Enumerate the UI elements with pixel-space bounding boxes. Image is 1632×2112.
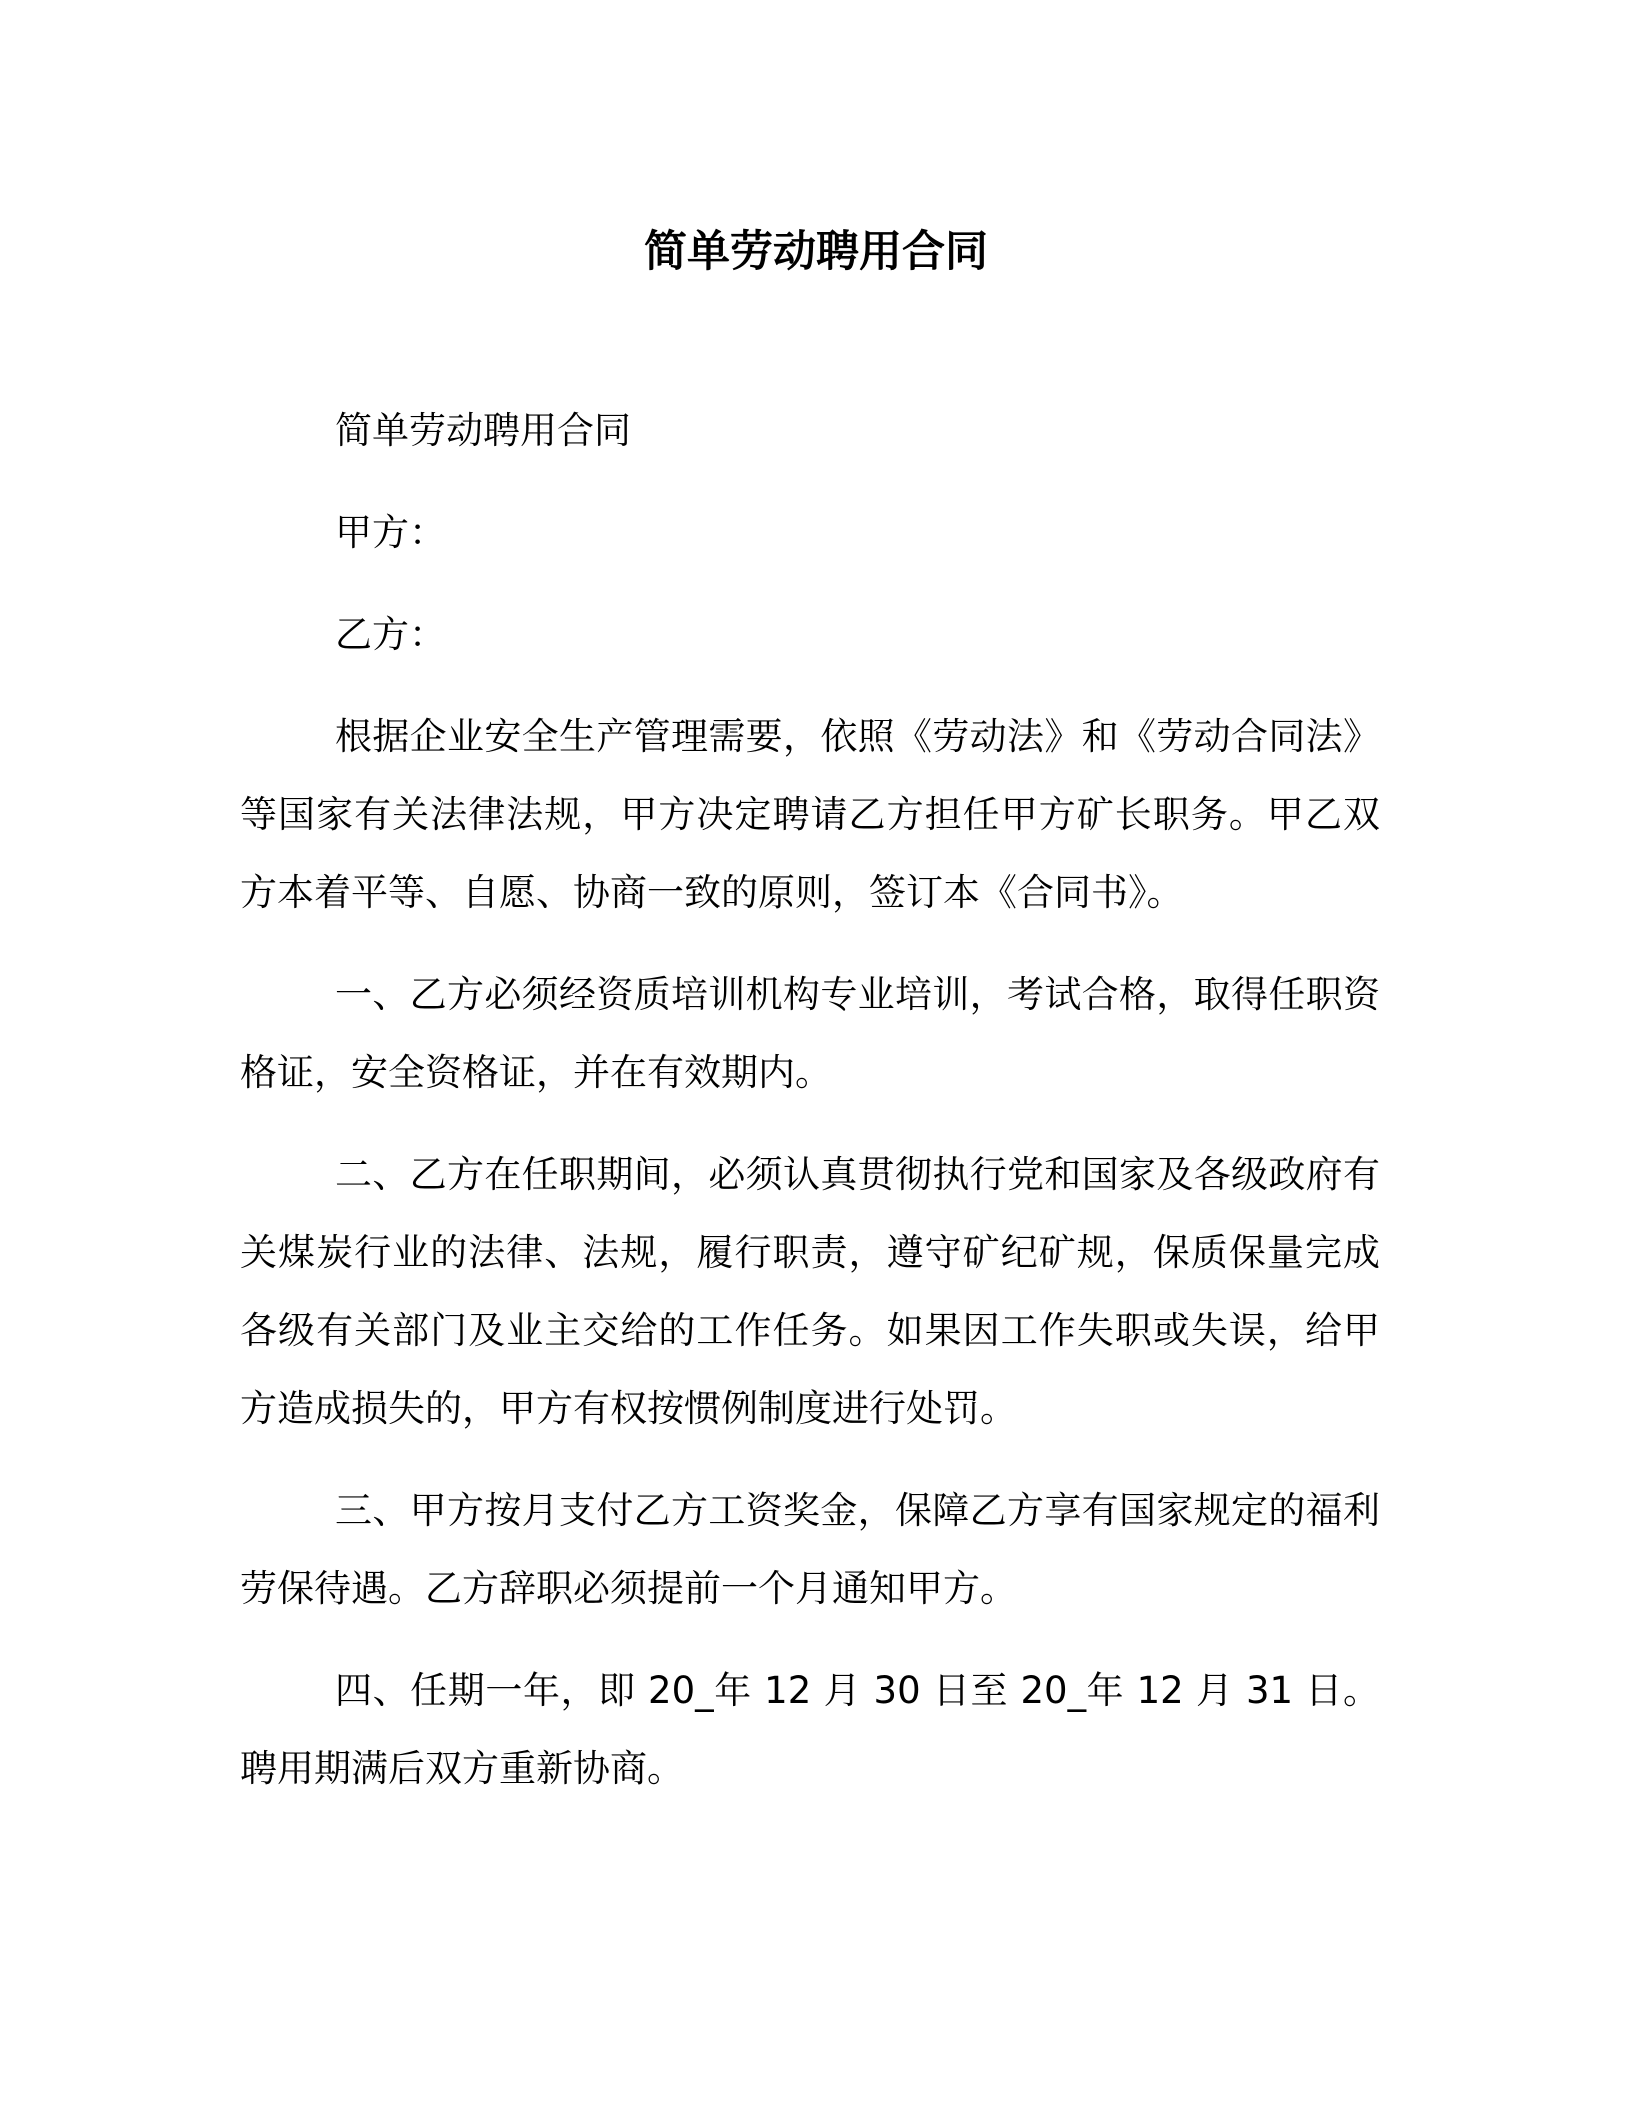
document-body — [240, 392, 1380, 1832]
clause-4-paragraph: 四、任期一年，即 20_年 12 月 30 日至 20_年 12 月 31 日。聘用期满后双方重新协商。 — [240, 1669, 1380, 1790]
clause-2-paragraph: 二、乙方在任职期间，必须认真贯彻执行党和国家及各级政府有关煤炭行业的法律、法规，履行职责，遵守矿纪矿规，保质保量完成各级有关部门及业主交给的工作任务。如果因工作失职或失误，给甲方造成损失的，甲方有权按惯例制度进行处罚。 — [240, 1153, 1380, 1430]
party-a-line: 甲方： — [335, 511, 446, 554]
subtitle-paragraph: 简单劳动聘用合同 — [335, 409, 631, 452]
document-title: 简单劳动聘用合同 — [644, 227, 988, 277]
preamble-paragraph: 根据企业安全生产管理需要，依照《劳动法》和《劳动合同法》等国家有关法律法规，甲方决定聘请乙方担任甲方矿长职务。甲乙双方本着平等、自愿、协商一致的原则，签订本《合同书》。 — [240, 715, 1380, 914]
clause-3-paragraph: 三、甲方按月支付乙方工资奖金，保障乙方享有国家规定的福利劳保待遇。乙方辞职必须提前一个月通知甲方。 — [240, 1489, 1380, 1610]
party-b-line: 乙方： — [335, 613, 446, 656]
clause-1-paragraph: 一、乙方必须经资质培训机构专业培训，考试合格，取得任职资格证，安全资格证，并在有效期内。 — [240, 973, 1380, 1094]
